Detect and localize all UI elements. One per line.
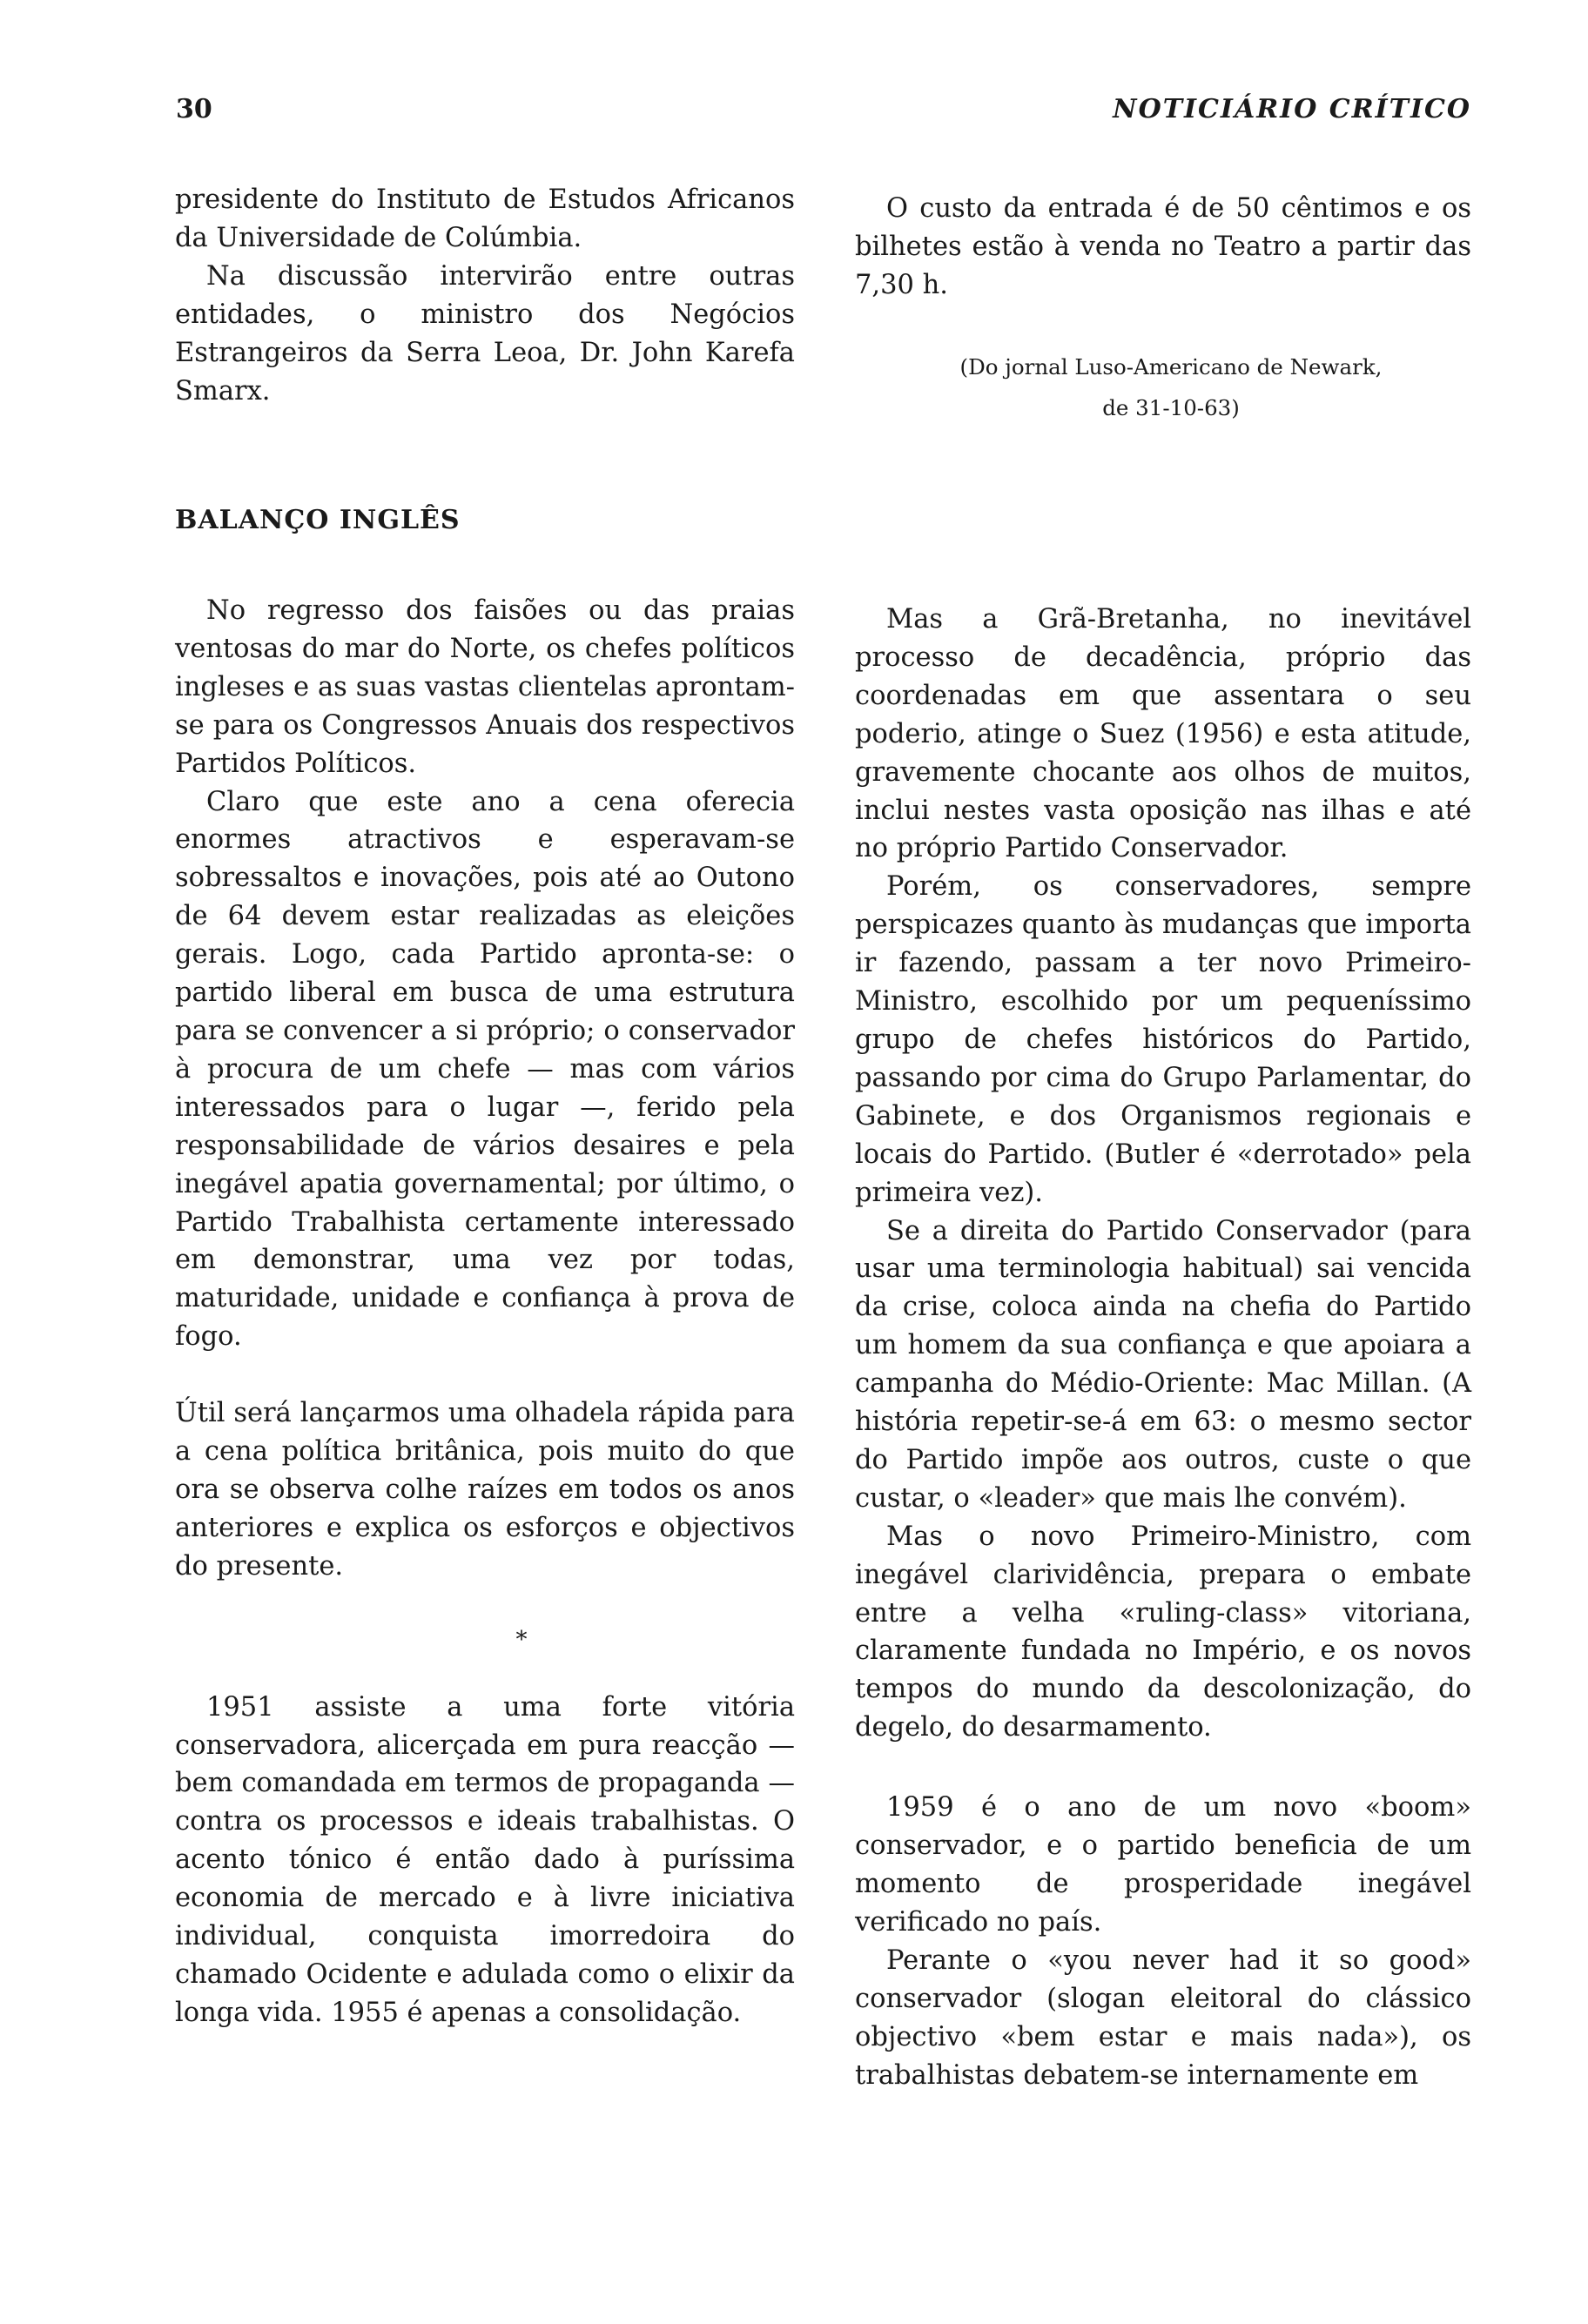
paragraph: 1951 assiste a uma forte vitória conservadora, alicerçada em pura reacção — bem comandada em termos de propaganda — contra os processos e ideais trabalhistas. O acento tónico é então dado à puríssima economia de mercado e à livre iniciativa individual, conquista imorredoira do chamado Ocidente e adulada como o elixir da longa vida. 1955 é apenas a consolidação. — [175, 1691, 795, 2028]
paragraph: Perante o «you never had it so good» conservador (slogan eleitoral do clássico objectivo «bem estar e mais nada»), os trabalhistas debatem-se internamente em — [855, 1945, 1471, 2091]
top-left-column — [175, 181, 795, 410]
paragraph: Útil será lançarmos uma olhadela rápida para a cena política britânica, pois muito do que ora se observa colhe raízes em todos os anos anteriores e explica os esforços e objectivos do presente. — [175, 1398, 795, 1582]
continued-paragraph: presidente do Instituto de Estudos Africanos da Universidade de Colúmbia. — [175, 185, 795, 253]
paragraph: Mas o novo Primeiro-Ministro, com inegável clarividência, prepara o embate entre a velha «ruling-class» vitoriana, claramente fundada no Império, e os novos tempos do mundo da descolonização, do degelo, do desarmamento. — [855, 1521, 1471, 1743]
section-separator: * — [515, 1626, 528, 1653]
paragraph: O custo da entrada é de 50 cêntimos e os bilhetes estão à venda no Teatro a partir das 7,30 h. — [855, 193, 1471, 300]
paragraph: Na discussão intervirão entre outras entidades, o ministro dos Negócios Estrangeiros da Serra Leoa, Dr. John Karefa Smarx. — [175, 260, 795, 406]
paragraph: Mas a Grã-Bretanha, no inevitável processo de decadência, próprio das coordenadas em que assentara o seu poderio, atinge o Suez (1956) e esta atitude, gravemente chocante aos olhos de muitos, inclui nestes vasta oposição nas ilhas e até no próprio Partido Conservador. — [855, 604, 1471, 864]
paragraph: Se a direita do Partido Conservador (para usar uma terminologia habitual) sai vencida da crise, coloca ainda na chefia do Partido um homem da sua confiança e que apoiara a campanha do Médio-Oriente: Mac Millan. (A história repetir-se-á em 63: o mesmo sector do Partido impõe aos outros, custe o que custar, o «leader» que mais lhe convém). — [855, 1215, 1471, 1514]
source-citation — [875, 346, 1467, 428]
top-right-column — [855, 190, 1471, 305]
source-line: (Do jornal Luso-Americano de Newark, — [959, 354, 1383, 379]
main-left-column — [175, 592, 795, 2032]
page-number: 30 — [176, 94, 212, 124]
paragraph: Claro que este ano a cena oferecia enormes atractivos e esperavam-se sobressaltos e inovações, pois até ao Outono de 64 devem estar realizadas as eleições gerais. Logo, cada Partido apronta-se: o partido liberal em busca de uma estrutura para se convencer a si próprio; o conservador à procura de um chefe — mas com vários interessados para o lugar —, ferido pela responsabilidade de vários desaires e pela inegável apatia governamental; por último, o Partido Trabalhista certamente interessado em demonstrar, uma vez por todas, maturidade, unidade e confiança à prova de fogo. — [175, 786, 795, 1353]
section-heading: BALANÇO INGLÊS — [175, 505, 461, 535]
journal-title: NOTICIÁRIO CRÍTICO — [1113, 94, 1471, 124]
main-right-column — [855, 601, 1471, 2094]
running-header — [176, 94, 1471, 132]
source-line: de 31-10-63) — [1102, 395, 1240, 420]
paragraph: 1959 é o ano de um novo «boom» conservador, e o partido beneficia de um momento de prosperidade inegável verificado no país. — [855, 1792, 1471, 1938]
paragraph: Porém, os conservadores, sempre perspicazes quanto às mudanças que importa ir fazendo, passam a ter novo Primeiro-Ministro, escolhido por um pequeníssimo grupo de chefes históricos do Partido, passando por cima do Grupo Parlamentar, do Gabinete, e dos Organismos regionais e locais do Partido. (Butler é «derrotado» pela primeira vez). — [855, 871, 1471, 1208]
paragraph: No regresso dos faisões ou das praias ventosas do mar do Norte, os chefes políticos ingleses e as suas vastas clientelas aprontam-se para os Congressos Anuais dos respectivos Partidos Políticos. — [175, 595, 795, 779]
